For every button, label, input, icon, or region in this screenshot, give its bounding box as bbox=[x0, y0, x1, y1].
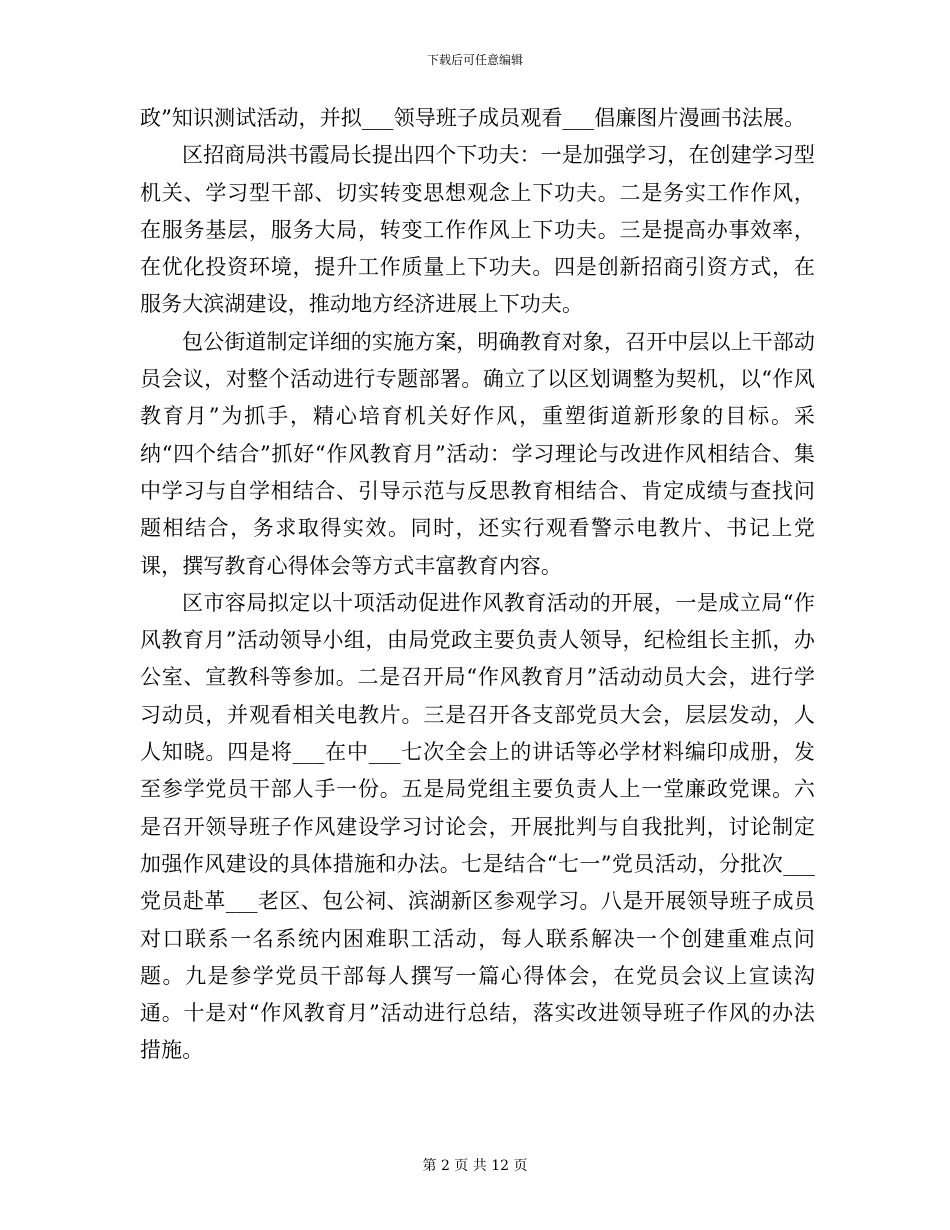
paragraph-continuation: 政”知识测试活动，并拟___领导班子成员观看___倡廉图片漫画书法展。 bbox=[140, 106, 806, 130]
document-body bbox=[140, 100, 815, 1070]
page-header: 下载后可任意编辑 bbox=[426, 53, 523, 67]
paragraph-investment-bureau: 区招商局洪书霞局长提出四个下功夫：一是加强学习，在创建学习型机关、学习型干部、切实转变思想观念上下功夫。二是务实工作作风，在服务基层，服务大局，转变工作作风上下功夫。三是提高办事效率，在优化投资环境，提升工作质量上下功夫。四是创新招商引资方式，在服务大滨湖建设，推动地方经济进展上下功夫。 bbox=[140, 143, 815, 317]
paragraph-baogong-street: 包公街道制定详细的实施方案，明确教育对象，召开中层以上干部动员会议，对整个活动进行专题部署。确立了以区划调整为契机，以“作风教育月”为抓手，精心培育机关好作风，重塑街道新形象的目标。采纳“四个结合”抓好“作风教育月”活动：学习理论与改进作风相结合、集中学习与自学相结合、引导示范与反思教育相结合、肯定成绩与查找问题相结合，务求取得实效。同时，还实行观看警示电教片、书记上党课，撰写教育心得体会等方式丰富教育内容。 bbox=[140, 329, 815, 578]
page-number: 第 2 页 共 12 页 bbox=[422, 1158, 528, 1174]
paragraph-city-appearance-bureau: 区市容局拟定以十项活动促进作风教育活动的开展，一是成立局“作风教育月”活动领导小组，由局党政主要负责人领导，纪检组长主抓，办公室、宣教科等参加。二是召开局“作风教育月”活动动员大会，进行学习动员，并观看相关电教片。三是召开各支部党员大会，层层发动，人人知晓。四是将___在中___七次全会上的讲话等必学材料编印成册，发至参学党员干部人手一份。五是局党组主要负责人上一堂廉政党课。六是召开领导班子作风建设学习讨论会，开展批判与自我批判，讨论制定加强作风建设的具体措施和办法。七是结合“七一”党员活动，分批次___党员赴革___老区、包公祠、滨湖新区参观学习。八是开展领导班子成员对口联系一名系统内困难职工活动，每人联系解决一个创建重难点问题。九是参学党员干部每人撰写一篇心得体会，在党员会议上宣读沟通。十是对“作风教育月”活动进行总结，落实改进领导班子作风的办法措施。 bbox=[140, 590, 815, 1063]
